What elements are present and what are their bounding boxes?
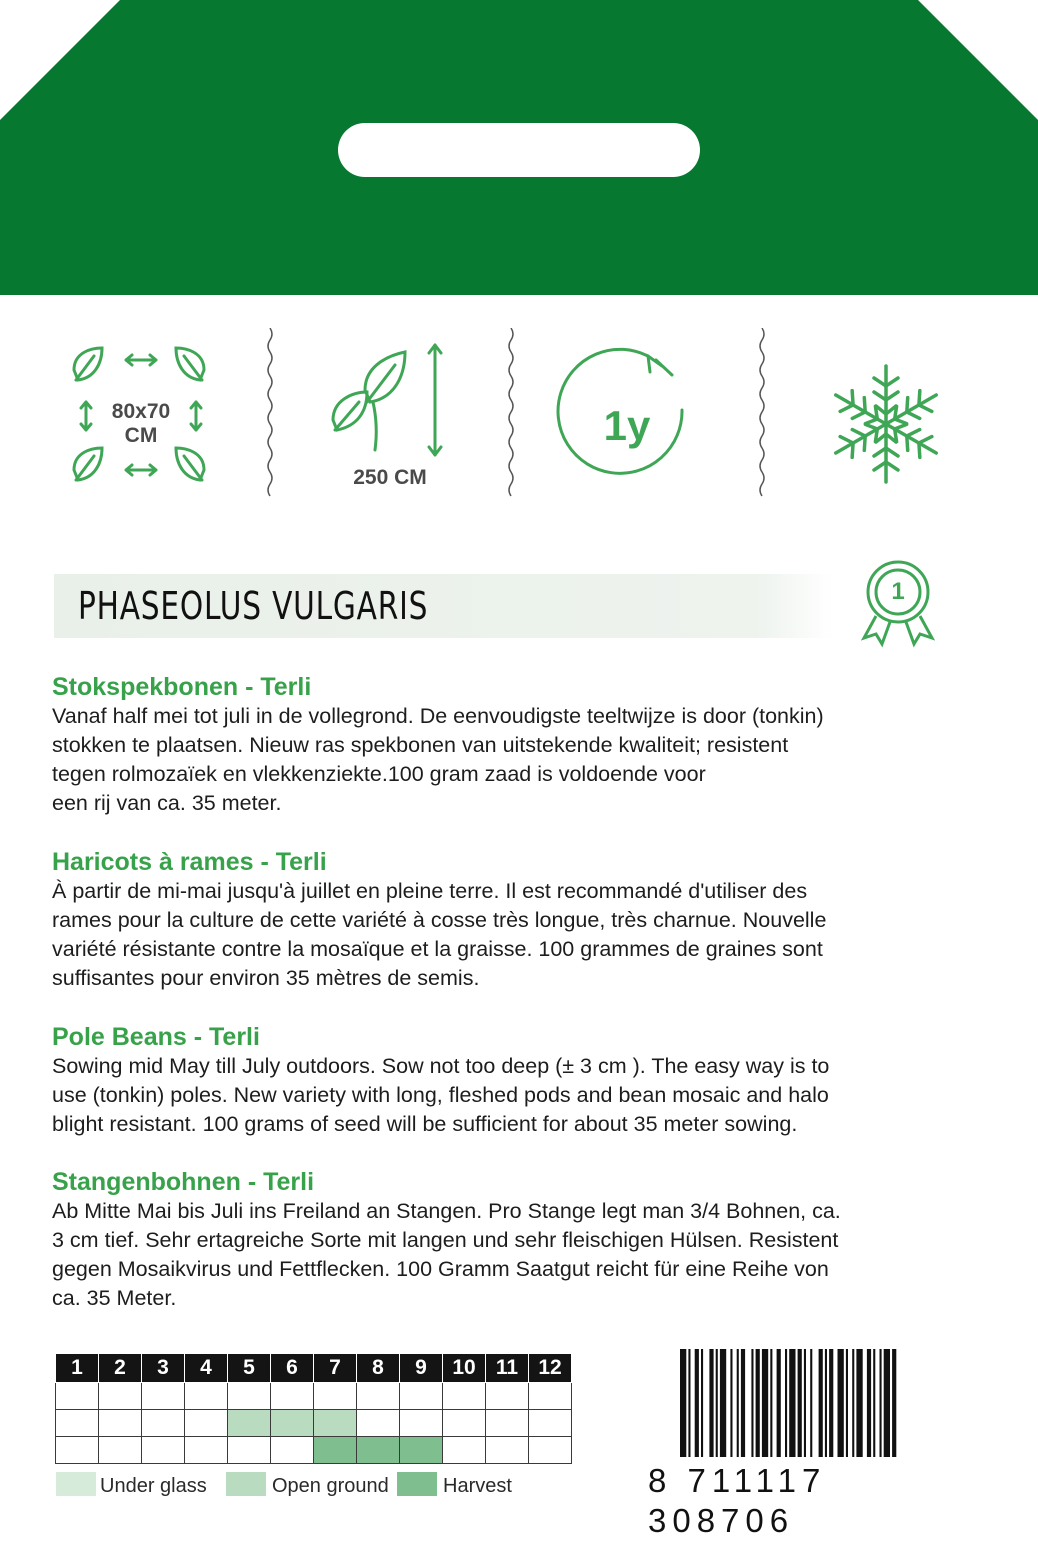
calendar-cell	[529, 1437, 572, 1464]
calendar-cell	[271, 1437, 314, 1464]
legend-label: Under glass	[100, 1475, 207, 1497]
calendar-cell	[357, 1383, 400, 1410]
calendar-cell	[357, 1410, 400, 1437]
section-text: Vanaf half mei tot juli in de vollegrond. De eenvoudigste teeltwijze is door (tonkin) stokken te plaatsen. Nieuw ras spekbonen van uitstekende kwaliteit; resistent tegen rolmozaïek en vlekkenziekte.100 gram zaad is voldoende voor een rij van ca. 35 meter.	[52, 704, 824, 815]
calendar-cell	[56, 1437, 99, 1464]
calendar-cell	[400, 1437, 443, 1464]
calendar-cell	[142, 1437, 185, 1464]
barcode-bar	[892, 1349, 896, 1457]
calendar-cell	[228, 1383, 271, 1410]
barcode-bar	[688, 1349, 690, 1457]
sowing-calendar	[55, 1353, 572, 1464]
month-header: 4	[185, 1354, 228, 1383]
barcode-bar	[720, 1349, 726, 1457]
month-header: 12	[529, 1354, 572, 1383]
latin-name: PHASEOLUS VULGARIS	[78, 584, 429, 628]
legend-swatch	[397, 1472, 437, 1496]
snowflake-icon	[826, 320, 946, 510]
calendar-cell	[185, 1437, 228, 1464]
calendar-cell	[529, 1410, 572, 1437]
description-en	[52, 1022, 982, 1139]
barcode-bar	[737, 1349, 739, 1457]
calendar-cell	[99, 1437, 142, 1464]
month-header: 10	[443, 1354, 486, 1383]
section-title: Haricots à rames - Terli	[52, 848, 327, 876]
icon-divider	[266, 328, 274, 500]
calendar-cell	[443, 1383, 486, 1410]
description-nl	[52, 672, 982, 818]
barcode-bar	[730, 1349, 732, 1457]
hanging-hole	[338, 123, 700, 177]
calendar-cell	[228, 1410, 271, 1437]
barcode-bar	[777, 1349, 781, 1457]
barcode-bar	[756, 1349, 760, 1457]
calendar-cell	[99, 1410, 142, 1437]
growing-info-icons	[0, 320, 1038, 510]
barcode-bar	[695, 1349, 699, 1457]
barcode-bar	[825, 1349, 827, 1457]
legend-label: Open ground	[272, 1475, 389, 1497]
calendar-grid	[55, 1353, 572, 1464]
month-header: 8	[357, 1354, 400, 1383]
legend-swatch	[226, 1472, 266, 1496]
month-header: 3	[142, 1354, 185, 1383]
barcode-bar	[884, 1349, 890, 1457]
barcode-bar	[804, 1349, 806, 1457]
calendar-cell	[185, 1383, 228, 1410]
barcode-bar	[751, 1349, 753, 1457]
barcode-bar	[819, 1349, 823, 1457]
icon-divider	[507, 328, 515, 500]
barcode-bar	[880, 1349, 882, 1457]
calendar-cell	[185, 1410, 228, 1437]
month-header: 11	[486, 1354, 529, 1383]
barcode-bar	[852, 1349, 854, 1457]
month-header: 2	[99, 1354, 142, 1383]
spacing-label	[96, 400, 186, 448]
award-label: 1	[891, 578, 905, 605]
calendar-cell	[357, 1437, 400, 1464]
calendar-cell	[486, 1410, 529, 1437]
calendar-cell	[271, 1410, 314, 1437]
section-title: Pole Beans - Terli	[52, 1023, 260, 1051]
legend-open-ground	[226, 1472, 396, 1498]
legend-label: Harvest	[443, 1475, 512, 1497]
barcode-bar	[701, 1349, 703, 1457]
barcode-bar	[798, 1349, 802, 1457]
month-header: 5	[228, 1354, 271, 1383]
barcode-bar	[762, 1349, 768, 1457]
calendar-cell	[314, 1437, 357, 1464]
legend-swatch	[56, 1472, 96, 1496]
calendar-cell	[142, 1410, 185, 1437]
calendar-row	[56, 1410, 572, 1437]
barcode-bar	[867, 1349, 871, 1457]
calendar-cell	[314, 1410, 357, 1437]
month-header: 9	[400, 1354, 443, 1383]
section-title: Stokspekbonen - Terli	[52, 673, 312, 701]
barcode-bar	[785, 1349, 787, 1457]
height-label: 250 CM	[353, 466, 427, 489]
barcode-bar	[838, 1349, 844, 1457]
barcode-bar	[716, 1349, 718, 1457]
calendar-cell	[400, 1383, 443, 1410]
barcode-bar	[770, 1349, 772, 1457]
barcode-bar	[709, 1349, 713, 1457]
barcode-bar	[789, 1349, 795, 1457]
month-header: 1	[56, 1354, 99, 1383]
calendar-cell	[56, 1410, 99, 1437]
month-header: 6	[271, 1354, 314, 1383]
description-fr	[52, 847, 982, 993]
barcode-bar	[741, 1349, 745, 1457]
calendar-cell	[486, 1383, 529, 1410]
barcode-bar	[680, 1349, 686, 1457]
calendar-cell	[400, 1410, 443, 1437]
calendar-cell	[443, 1410, 486, 1437]
calendar-cell	[271, 1383, 314, 1410]
calendar-cell	[486, 1437, 529, 1464]
description-de	[52, 1167, 982, 1313]
spacing-value: 80x70	[111, 400, 171, 423]
section-text: À partir de mi-mai jusqu'à juillet en pleine terre. Il est recommandé d'utiliser des rames pour la culture de cette variété à cosse très longue, très charnue. Nouvelle variété résistante contre la mosaïque et la graisse. 100 grammes de graines sont suffisantes pour environ 35 mètres de semis.	[52, 879, 827, 990]
legend-harvest	[397, 1472, 527, 1498]
spacing-unit: CM	[124, 424, 158, 447]
calendar-cell	[529, 1383, 572, 1410]
section-title: Stangenbohnen - Terli	[52, 1168, 315, 1196]
section-text: Ab Mitte Mai bis Juli ins Freiland an Stangen. Pro Stange legt man 3/4 Bohnen, ca. 3 cm tief. Sehr ertagreiche Sorte mit langen und sehr fleischigen Hülsen. Resistent gegen Mosaikvirus und Fettflecken. 100 Gramm Saatgut reicht für eine Reihe von ca. 35 Meter.	[52, 1199, 841, 1310]
legend-under-glass	[56, 1472, 226, 1498]
calendar-cell	[228, 1437, 271, 1464]
calendar-cell	[443, 1437, 486, 1464]
barcode-digits: 8 711117 308706	[648, 1462, 827, 1539]
calendar-row	[56, 1437, 572, 1464]
barcode-bar	[846, 1349, 848, 1457]
barcode	[676, 1349, 966, 1459]
calendar-cell	[56, 1383, 99, 1410]
barcode-bar	[829, 1349, 833, 1457]
calendar-cell	[99, 1383, 142, 1410]
icon-divider	[758, 328, 766, 500]
calendar-cell	[142, 1383, 185, 1410]
calendar-row	[56, 1383, 572, 1410]
section-text: Sowing mid May till July outdoors. Sow not too deep (± 3 cm ). The easy way is to use (tonkin) poles. New variety with long, fleshed pods and bean mosaic and halo blight resistant. 100 grams of seed will be sufficient for about 35 meter sowing.	[52, 1054, 830, 1136]
barcode-bar	[810, 1349, 812, 1457]
annual-cycle-label: 1y	[603, 402, 651, 449]
month-header: 7	[314, 1354, 357, 1383]
barcode-bar	[873, 1349, 875, 1457]
calendar-cell	[314, 1383, 357, 1410]
barcode-bar	[856, 1349, 862, 1457]
